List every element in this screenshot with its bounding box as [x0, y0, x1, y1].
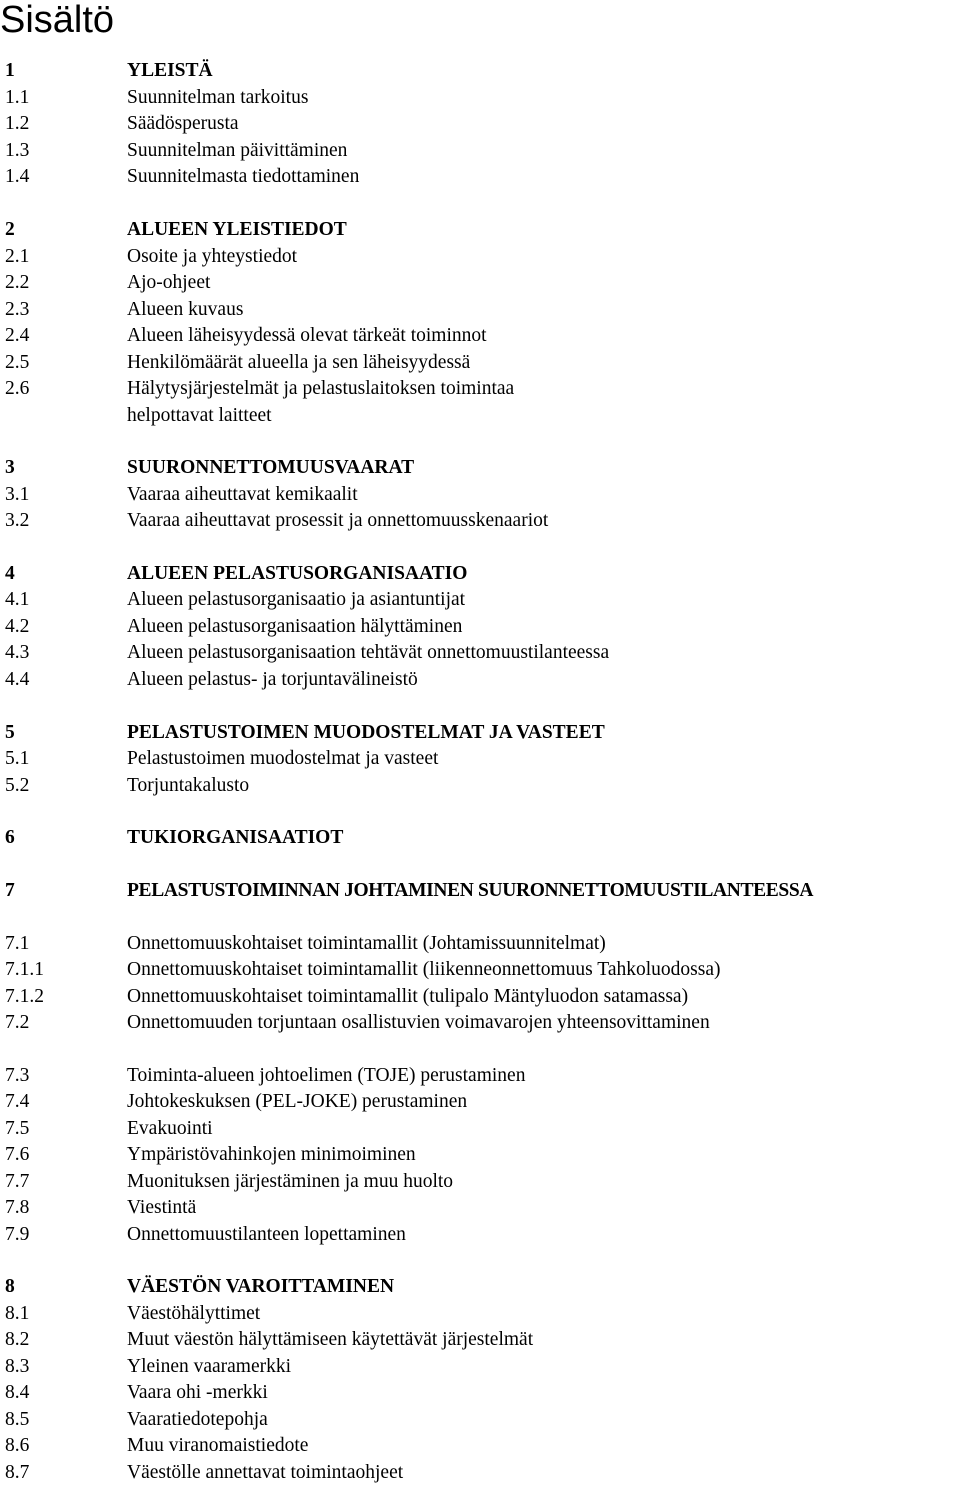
- toc-entry: [5, 956, 960, 983]
- toc-entry-number: 2.2: [5, 272, 30, 293]
- toc-entry-number: 7.1.2: [5, 986, 44, 1007]
- toc-entry-title: Onnettomuustilanteen lopettaminen: [127, 1224, 406, 1245]
- toc-entry: [5, 1221, 960, 1248]
- toc-entry-title: Toiminta-alueen johtoelimen (TOJE) perustaminen: [127, 1065, 526, 1086]
- toc-entry: [5, 639, 960, 666]
- toc-entry-number: 8.7: [5, 1462, 30, 1483]
- toc-entry-number: 1: [5, 60, 15, 81]
- toc-entry: [5, 1194, 960, 1221]
- toc-entry: [5, 296, 960, 323]
- toc-entry-number: 8.1: [5, 1303, 30, 1324]
- toc-entry-title: Evakuointi: [127, 1118, 213, 1139]
- toc-entry-number: 1.3: [5, 140, 30, 161]
- toc-entry-title: Vaara ohi -merkki: [127, 1382, 268, 1403]
- toc-entry: [5, 375, 960, 402]
- toc-entry: [5, 930, 960, 957]
- toc-entry-title: Onnettomuuden torjuntaan osallistuvien voimavarojen yhteensovittaminen: [127, 1012, 710, 1033]
- toc-entry-number: 2.1: [5, 246, 30, 267]
- toc-entry-number: 3.1: [5, 484, 30, 505]
- toc-section-heading: [5, 1273, 960, 1300]
- toc-entry: [5, 1088, 960, 1115]
- toc-entry-number: 2.6: [5, 378, 30, 399]
- page-title: Sisältö: [0, 0, 115, 41]
- toc-entry-number: 1.2: [5, 113, 30, 134]
- toc-entry-title: SUURONNETTOMUUSVAARAT: [127, 457, 415, 478]
- toc-entry-number: 2.3: [5, 299, 30, 320]
- toc-entry-title: Vaaraa aiheuttavat kemikaalit: [127, 484, 358, 505]
- toc-entry-number: 2.5: [5, 352, 30, 373]
- toc-entry-title: Säädösperusta: [127, 113, 239, 134]
- toc-entry-number: 3.2: [5, 510, 30, 531]
- toc-entry-title: Pelastustoimen muodostelmat ja vasteet: [127, 748, 439, 769]
- toc-section-heading: [5, 57, 960, 84]
- toc-entry-title: Alueen pelastusorganisaation tehtävät onnettomuustilanteessa: [127, 642, 610, 663]
- toc-entry-number: 7.3: [5, 1065, 30, 1086]
- toc-entry-number: 7.6: [5, 1144, 30, 1165]
- toc-entry-title: TUKIORGANISAATIOT: [127, 827, 344, 848]
- toc-entry: [5, 745, 960, 772]
- toc-section-heading: [5, 560, 960, 587]
- toc-entry: [5, 402, 960, 429]
- toc-entry: [5, 110, 960, 137]
- toc-entry: [5, 1168, 960, 1195]
- toc-entry-number: 4.3: [5, 642, 30, 663]
- toc-entry: [5, 322, 960, 349]
- toc-entry-title: PELASTUSTOIMINNAN JOHTAMINEN SUURONNETTOMUUSTILANTEESSA: [127, 880, 814, 901]
- toc-entry-number: 2.4: [5, 325, 30, 346]
- toc-entry-number: 8.5: [5, 1409, 30, 1430]
- toc-entry: [5, 1009, 960, 1036]
- toc-entry: [5, 137, 960, 164]
- toc-entry-title: Vaaraa aiheuttavat prosessit ja onnettomuusskenaariot: [127, 510, 549, 531]
- toc-entry-number: 5.1: [5, 748, 30, 769]
- toc-entry-number: 4.2: [5, 616, 30, 637]
- toc-entry-title: Suunnitelman päivittäminen: [127, 140, 348, 161]
- toc-entry: [5, 1353, 960, 1380]
- toc-entry-number: 8.4: [5, 1382, 30, 1403]
- toc-entry-title: YLEISTÄ: [127, 60, 213, 81]
- toc-entry-number: 7.2: [5, 1012, 30, 1033]
- toc-entry-title: Suunnitelmasta tiedottaminen: [127, 166, 360, 187]
- toc-entry: [5, 84, 960, 111]
- toc-entry-title: Alueen kuvaus: [127, 299, 244, 320]
- toc-entry: [5, 1379, 960, 1406]
- toc-entry-title: Väestölle annettavat toimintaohjeet: [127, 1462, 404, 1483]
- toc-entry: [5, 163, 960, 190]
- toc-entry-number: 2: [5, 219, 15, 240]
- toc-entry-title: Muu viranomaistiedote: [127, 1435, 309, 1456]
- toc-entry: [5, 349, 960, 376]
- toc-entry: [5, 1406, 960, 1433]
- toc-entry-number: 5.2: [5, 775, 30, 796]
- toc-entry: [5, 613, 960, 640]
- toc-entry-title: Hälytysjärjestelmät ja pelastuslaitoksen toimintaa: [127, 378, 515, 399]
- toc-entry-number: 8: [5, 1276, 15, 1297]
- toc-entry: [5, 666, 960, 693]
- toc-entry: [5, 772, 960, 799]
- toc-entry: [5, 1459, 960, 1486]
- toc-entry-title: Osoite ja yhteystiedot: [127, 246, 298, 267]
- toc-entry: [5, 1062, 960, 1089]
- toc-entry-number: 1.1: [5, 87, 30, 108]
- toc-entry-title: Yleinen vaaramerkki: [127, 1356, 292, 1377]
- toc-entry-title: helpottavat laitteet: [127, 405, 272, 426]
- toc-entry-title: Torjuntakalusto: [127, 775, 250, 796]
- toc-entry-title: Alueen pelastus- ja torjuntavälineistö: [127, 669, 418, 690]
- toc-entry-title: Väestöhälyttimet: [127, 1303, 261, 1324]
- toc-entry: [5, 1141, 960, 1168]
- toc-entry-title: Suunnitelman tarkoitus: [127, 87, 309, 108]
- toc-entry-title: Onnettomuuskohtaiset toimintamallit (Johtamissuunnitelmat): [127, 933, 606, 954]
- toc-entry-title: VÄESTÖN VAROITTAMINEN: [127, 1276, 395, 1297]
- toc-section-heading: [5, 877, 960, 904]
- toc-entry-title: Muonituksen järjestäminen ja muu huolto: [127, 1171, 454, 1192]
- toc-entry-title: Ajo-ohjeet: [127, 272, 211, 293]
- toc-entry-title: ALUEEN PELASTUSORGANISAATIO: [127, 563, 468, 584]
- toc-entry-number: 5: [5, 722, 15, 743]
- toc-section-heading: [5, 454, 960, 481]
- toc-entry-number: 4.4: [5, 669, 30, 690]
- toc-entry-title: Ympäristövahinkojen minimoiminen: [127, 1144, 416, 1165]
- toc-section-heading: [5, 719, 960, 746]
- toc-entry-number: 7: [5, 880, 15, 901]
- toc-entry-number: 8.2: [5, 1329, 30, 1350]
- toc-entry-number: 1.4: [5, 166, 30, 187]
- toc-entry-title: Johtokeskuksen (PEL-JOKE) perustaminen: [127, 1091, 468, 1112]
- toc-entry-title: PELASTUSTOIMEN MUODOSTELMAT JA VASTEET: [127, 722, 605, 743]
- toc-entry-number: 7.1: [5, 933, 30, 954]
- toc-entry-title: Vaaratiedotepohja: [127, 1409, 268, 1430]
- toc-entry-title: Alueen pelastusorganisaatio ja asiantuntijat: [127, 589, 466, 610]
- toc-entry-number: 8.3: [5, 1356, 30, 1377]
- toc-entry-number: 4.1: [5, 589, 30, 610]
- toc-entry-number: 6: [5, 827, 15, 848]
- toc-entry-title: Henkilömäärät alueella ja sen läheisyydessä: [127, 352, 471, 373]
- toc-entry: [5, 243, 960, 270]
- toc-entry-title: Alueen pelastusorganisaation hälyttäminen: [127, 616, 463, 637]
- toc-entry: [5, 1432, 960, 1459]
- toc-entry-number: 8.6: [5, 1435, 30, 1456]
- toc-entry-number: 7.4: [5, 1091, 30, 1112]
- toc-entry-number: 7.5: [5, 1118, 30, 1139]
- toc-entry: [5, 1300, 960, 1327]
- toc-entry: [5, 507, 960, 534]
- toc-entry-number: 7.7: [5, 1171, 30, 1192]
- toc-entry-title: ALUEEN YLEISTIEDOT: [127, 219, 347, 240]
- toc-entry: [5, 983, 960, 1010]
- toc-entry-title: Onnettomuuskohtaiset toimintamallit (liikenneonnettomuus Tahkoluodossa): [127, 959, 721, 980]
- toc-entry: [5, 269, 960, 296]
- toc-entry-title: Muut väestön hälyttämiseen käytettävät järjestelmät: [127, 1329, 534, 1350]
- toc-entry-number: 7.8: [5, 1197, 30, 1218]
- toc-entry-title: Alueen läheisyydessä olevat tärkeät toiminnot: [127, 325, 487, 346]
- toc-entry-number: 3: [5, 457, 15, 478]
- toc-section-heading: [5, 824, 960, 851]
- toc-entry-title: Viestintä: [127, 1197, 197, 1218]
- toc-entry-number: 4: [5, 563, 15, 584]
- toc-entry-number: 7.9: [5, 1224, 30, 1245]
- toc-entry-title: Onnettomuuskohtaiset toimintamallit (tulipalo Mäntyluodon satamassa): [127, 986, 689, 1007]
- toc-entry: [5, 1115, 960, 1142]
- toc-section-heading: [5, 216, 960, 243]
- toc-entry: [5, 481, 960, 508]
- toc-entry: [5, 586, 960, 613]
- toc-entry-number: 7.1.1: [5, 959, 44, 980]
- toc-entry: [5, 1326, 960, 1353]
